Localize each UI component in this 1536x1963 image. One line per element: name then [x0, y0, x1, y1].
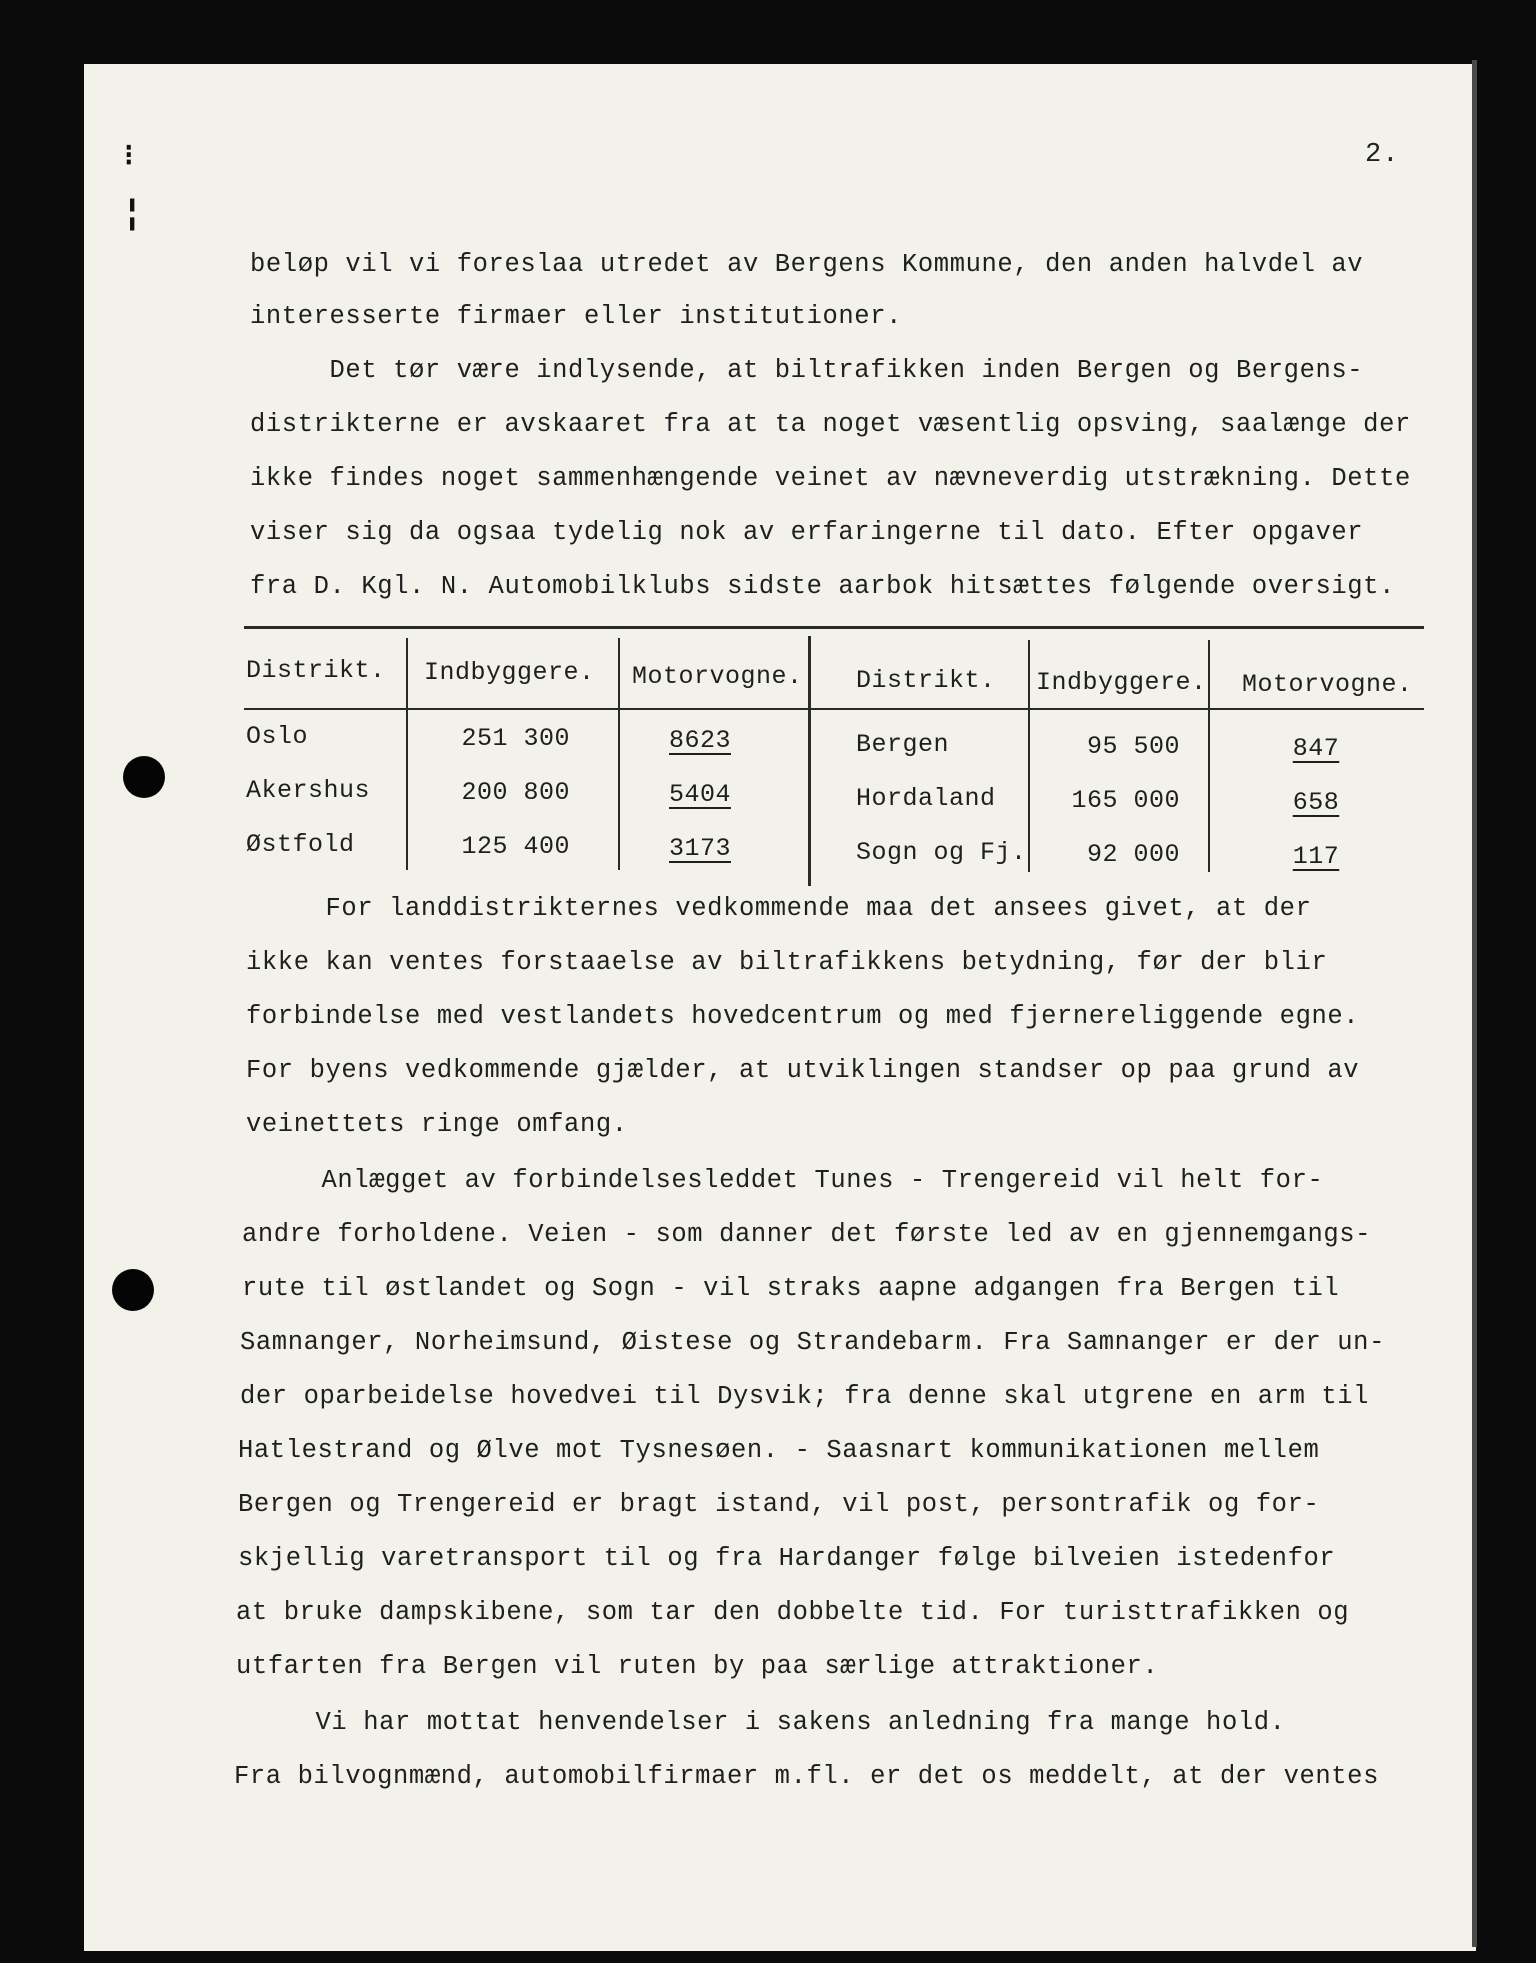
- text-line: andre forholdene. Veien - som danner det første led av en gjennemgangs-: [242, 1220, 1372, 1249]
- margin-mark-top: ⁝: [124, 141, 134, 175]
- table-cell: Sogn og Fj.: [856, 838, 1027, 867]
- text-line: skjellig varetransport til og fra Hardanger følge bilveien istedenfor: [238, 1544, 1336, 1573]
- punch-hole-lower: [112, 1269, 154, 1311]
- column-divider: [406, 638, 408, 870]
- text-line: fra D. Kgl. N. Automobilklubs sidste aarbok hitsættes følgende oversigt.: [250, 572, 1395, 601]
- text-line: Samnanger, Norheimsund, Øistese og Strandebarm. Fra Samnanger er der un-: [240, 1328, 1385, 1357]
- margin-mark-bottom: ¦: [122, 196, 143, 234]
- table-cell: 8623: [668, 726, 731, 755]
- page-number: 2.: [1365, 140, 1400, 170]
- table-header: Motorvogne.: [1242, 670, 1413, 699]
- column-divider: [1208, 640, 1210, 872]
- text-line: beløp vil vi foreslaa utredet av Bergens Kommune, den anden halvdel av: [250, 250, 1364, 279]
- text-line: at bruke dampskibene, som tar den dobbelte tid. For turisttrafikken og: [236, 1598, 1350, 1627]
- table-cell: 200 800: [461, 778, 570, 807]
- table-cell: Hordaland: [856, 784, 996, 813]
- table-cell: 165 000: [1071, 786, 1180, 815]
- table-cell: 117: [1292, 842, 1340, 871]
- text-line: veinettets ringe omfang.: [246, 1110, 628, 1139]
- table-top-rule: [244, 626, 1424, 629]
- column-divider-center: [808, 636, 811, 886]
- text-line: Bergen og Trengereid er bragt istand, vil post, persontrafik og for-: [238, 1490, 1320, 1519]
- text-line: distrikterne er avskaaret fra at ta noget væsentlig opsving, saalænge der: [250, 410, 1411, 439]
- punch-hole-upper: [123, 756, 165, 798]
- text-line: For landdistrikternes vedkommende maa det ansees givet, at der: [246, 894, 1312, 923]
- text-line: rute til østlandet og Sogn - vil straks aapne adgangen fra Bergen til: [242, 1274, 1340, 1303]
- table-cell: 251 300: [461, 724, 570, 753]
- text-line: Vi har mottat henvendelser i sakens anledning fra mange hold.: [236, 1708, 1286, 1737]
- table-cell: Oslo: [246, 722, 309, 751]
- column-divider: [618, 638, 620, 870]
- table-cell: 95 500: [1086, 732, 1180, 761]
- table-cell: Akershus: [246, 776, 371, 805]
- text-line: der oparbeidelse hovedvei til Dysvik; fra denne skal utgrene en arm til: [240, 1382, 1370, 1411]
- table-cell: Bergen: [856, 730, 950, 759]
- text-line: forbindelse med vestlandets hovedcentrum og med fjernereliggende egne.: [246, 1002, 1360, 1031]
- text-line: For byens vedkommende gjælder, at utviklingen standser op paa grund av: [246, 1056, 1360, 1085]
- text-line: viser sig da ogsaa tydelig nok av erfaringerne til dato. Efter opgaver: [250, 518, 1364, 547]
- text-line: Det tør være indlysende, at biltrafikken inden Bergen og Bergens-: [250, 356, 1364, 385]
- table-header-rule: [244, 708, 1424, 710]
- table-header: Distrikt.: [246, 656, 386, 685]
- table-header: Indbyggere.: [1036, 668, 1207, 697]
- text-line: Hatlestrand og Ølve mot Tysnesøen. - Saasnart kommunikationen mellem: [238, 1436, 1320, 1465]
- table-cell: 658: [1292, 788, 1340, 817]
- table-cell: 847: [1292, 734, 1340, 763]
- table-cell: Østfold: [246, 830, 355, 859]
- text-line: Fra bilvognmænd, automobilfirmaer m.fl. er det os meddelt, at der ventes: [234, 1762, 1379, 1791]
- table-cell: 125 400: [461, 832, 570, 861]
- page-edge-shadow: [1472, 60, 1477, 1947]
- table-cell: 92 000: [1086, 840, 1180, 869]
- text-line: Anlægget av forbindelsesleddet Tunes - Trengereid vil helt for-: [242, 1166, 1324, 1195]
- table-header: Indbyggere.: [424, 658, 595, 687]
- table-cell: 5404: [668, 780, 731, 809]
- text-line: ikke findes noget sammenhængende veinet av nævneverdig utstrækning. Dette: [250, 464, 1411, 493]
- table-cell: 3173: [668, 834, 731, 863]
- text-line: ikke kan ventes forstaaelse av biltrafikkens betydning, før der blir: [246, 948, 1328, 977]
- table-header: Distrikt.: [856, 666, 996, 695]
- text-line: interesserte firmaer eller institutioner.: [250, 302, 903, 331]
- table-header: Motorvogne.: [632, 662, 803, 691]
- text-line: utfarten fra Bergen vil ruten by paa særlige attraktioner.: [236, 1652, 1159, 1681]
